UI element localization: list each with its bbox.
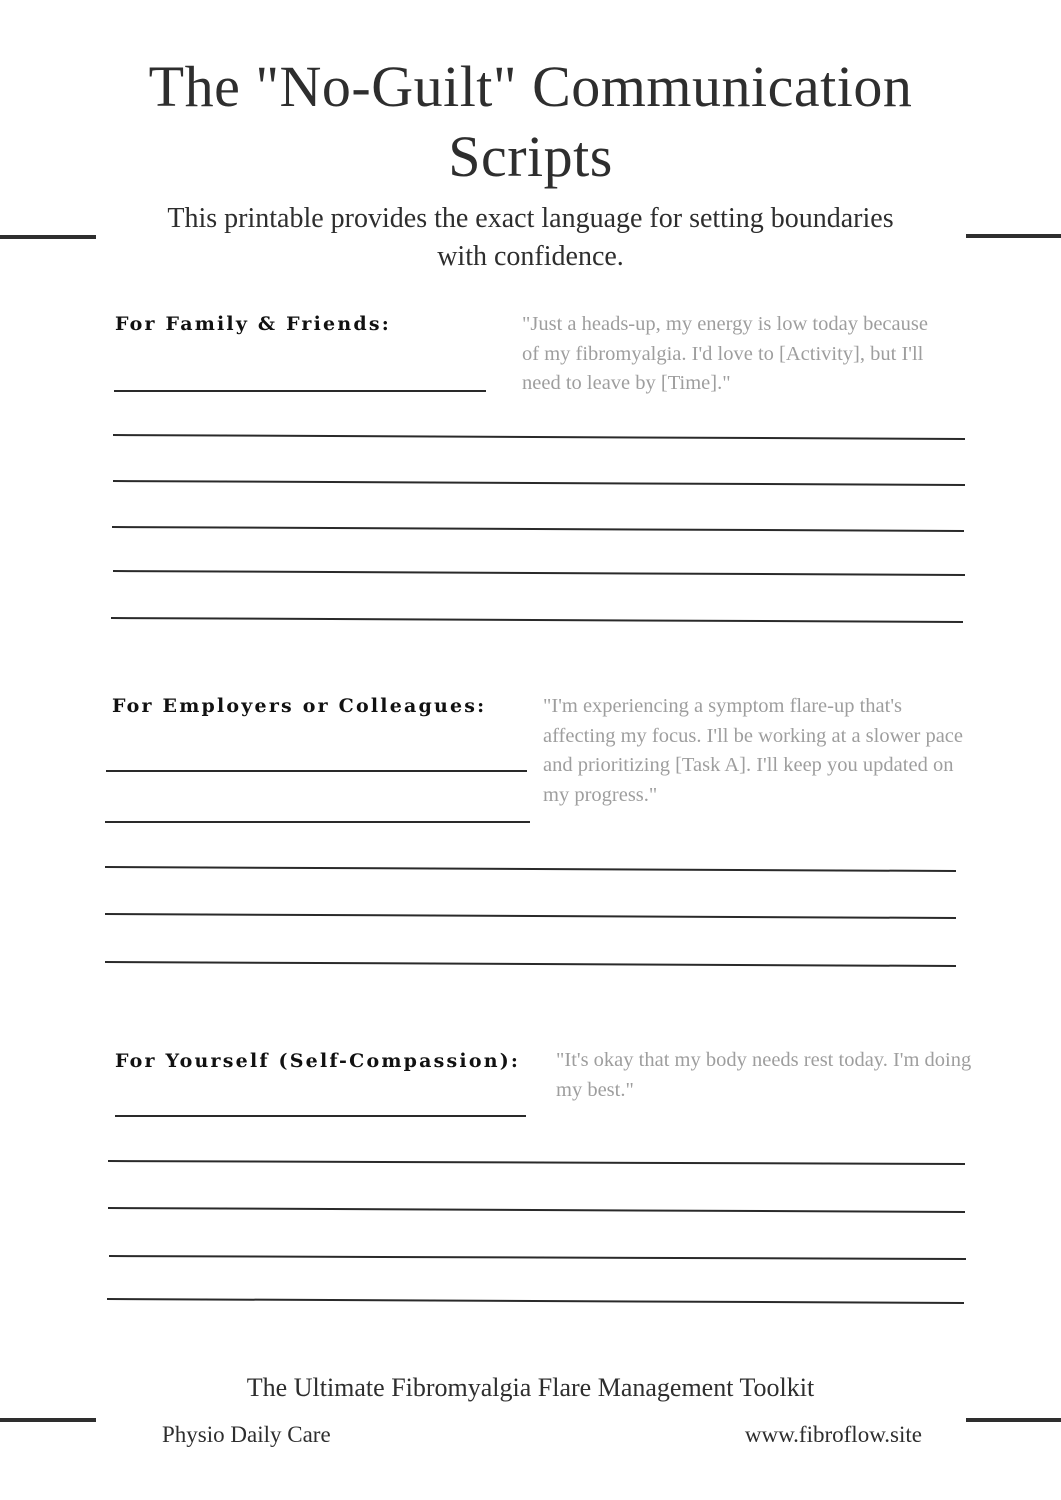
- corner-bar-bottom-right: [966, 1418, 1061, 1422]
- writing-line[interactable]: [107, 1299, 964, 1303]
- writing-line[interactable]: [108, 1161, 965, 1164]
- corner-bar-bottom-left: [0, 1418, 96, 1422]
- footer-title: The Ultimate Fibromyalgia Flare Management Toolkit: [246, 1373, 815, 1402]
- script-family-friends: "Just a heads-up, my energy is low today because of my fibromyalgia. I'd love to [Activity], but I'll need to leave by [Time].": [522, 313, 928, 394]
- footer-website[interactable]: www.fibroflow.site: [744, 1422, 922, 1447]
- writing-line[interactable]: [112, 527, 964, 531]
- writing-line[interactable]: [113, 435, 965, 439]
- page-subtitle: This printable provides the exact language for setting boundaries with confidence.: [167, 203, 894, 272]
- writing-line[interactable]: [111, 618, 963, 622]
- writing-line[interactable]: [105, 914, 956, 918]
- corner-bar-top-right: [966, 234, 1061, 238]
- section-label-family-friends: For Family & Friends:: [115, 313, 391, 335]
- footer-brand: Physio Daily Care: [162, 1422, 331, 1447]
- script-yourself: "It's okay that my body needs rest today. I'm doing my best.": [556, 1049, 972, 1101]
- writing-line[interactable]: [105, 962, 956, 966]
- section-label-yourself: For Yourself (Self-Compassion):: [115, 1050, 521, 1072]
- section-label-employers-colleagues: For Employers or Colleagues:: [112, 695, 487, 717]
- writing-line[interactable]: [113, 481, 965, 485]
- corner-bar-top-left: [0, 235, 96, 239]
- script-employers-colleagues: "I'm experiencing a symptom flare-up that's affecting my focus. I'll be working at a slower pace and prioritizing [Task A]. I'll keep you updated on my progress.": [543, 695, 963, 806]
- writing-line[interactable]: [113, 571, 965, 575]
- writing-line[interactable]: [109, 1256, 966, 1259]
- page-title: The "No-Guilt" Communication Scripts: [148, 54, 913, 189]
- writing-line[interactable]: [108, 1208, 965, 1212]
- writing-line[interactable]: [105, 867, 956, 871]
